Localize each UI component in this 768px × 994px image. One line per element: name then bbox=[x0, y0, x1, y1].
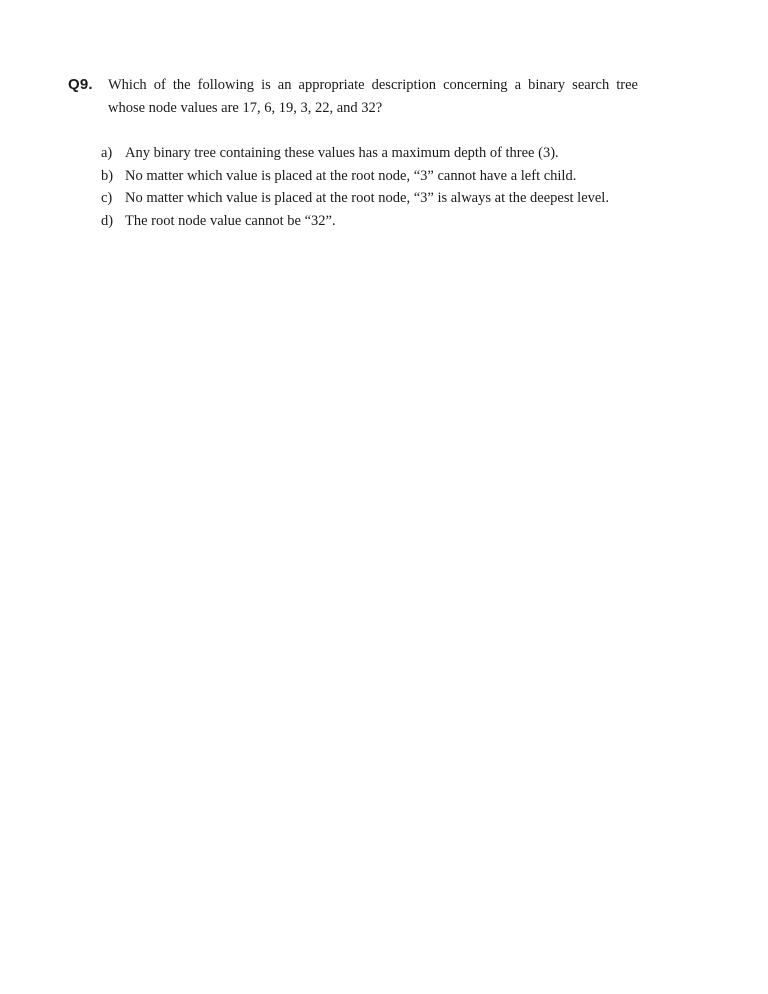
option-text: No matter which value is placed at the root node, “3” is always at the deepest level. bbox=[125, 190, 609, 206]
question-text-line-1: Which of the following is an appropriate description concerning a binary search tree bbox=[108, 77, 638, 93]
question-text-line-2: whose node values are 17, 6, 19, 3, 22, and 32? bbox=[108, 100, 383, 116]
answer-options bbox=[101, 142, 661, 232]
option-a bbox=[101, 142, 661, 165]
option-c bbox=[101, 187, 661, 210]
question-text bbox=[108, 74, 638, 120]
option-text: The root node value cannot be “32”. bbox=[125, 212, 336, 229]
option-letter: c) bbox=[101, 190, 113, 206]
question-number: Q9. bbox=[68, 76, 93, 93]
option-text: No matter which value is placed at the root node, “3” cannot have a left child. bbox=[125, 167, 577, 184]
option-letter: d) bbox=[101, 212, 114, 229]
option-b bbox=[101, 165, 661, 188]
option-letter: a) bbox=[101, 145, 113, 161]
option-text: Any binary tree containing these values has a maximum depth of three (3). bbox=[125, 145, 559, 161]
option-d bbox=[101, 210, 661, 233]
option-letter: b) bbox=[101, 167, 114, 184]
